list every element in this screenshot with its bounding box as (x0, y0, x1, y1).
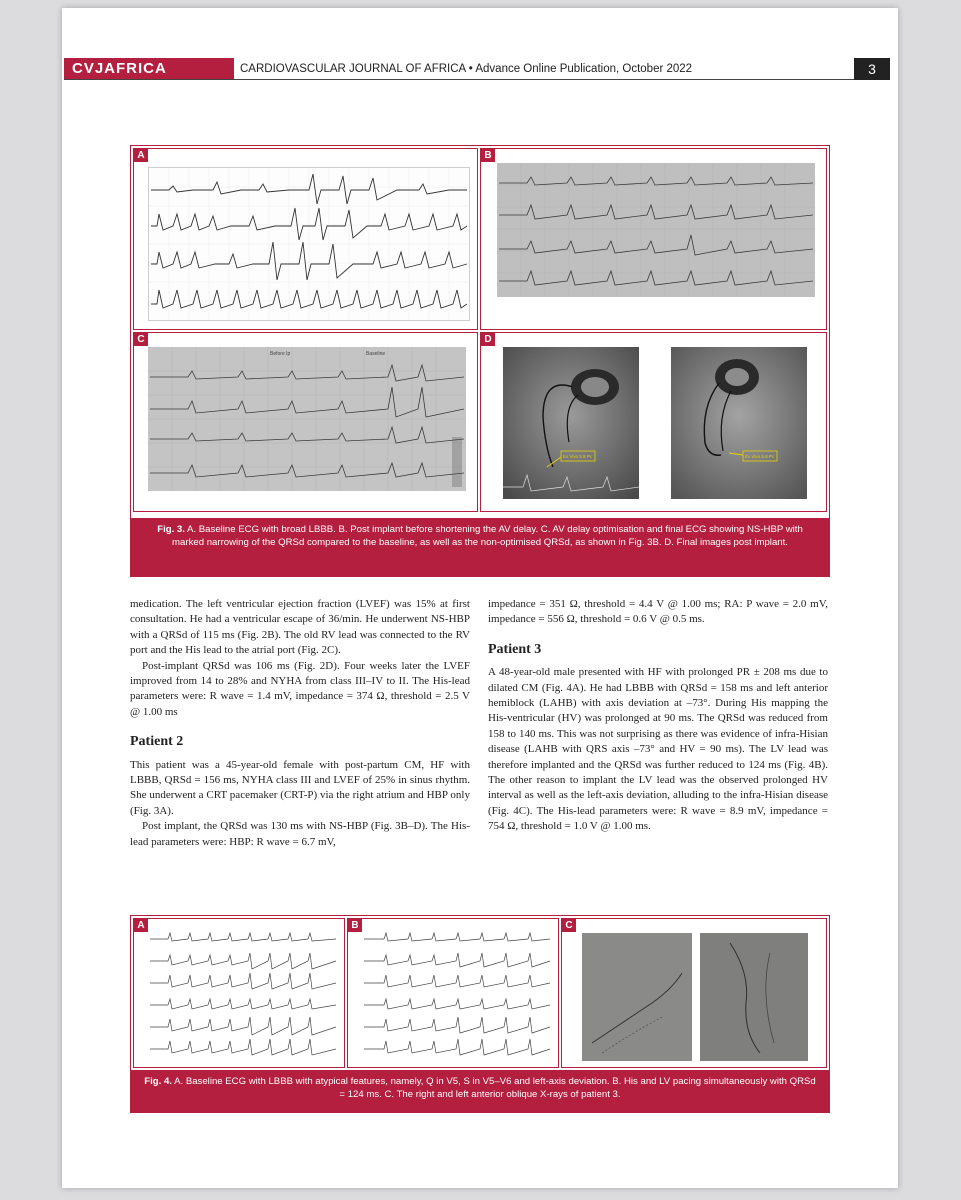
fig4-caption (131, 1070, 829, 1112)
fig4-caption-text: A. Baseline ECG with LBBB with atypical features, namely, Q in V5, S in V5–V6 and left-axis deviation. B. His and LV pacing simultaneously with QRSd = 124 ms. C. The right and left anterior oblique X-rays of patient 3. (171, 1076, 816, 1100)
fig3-panel-a (133, 148, 478, 330)
left-para-1: medication. The left ventricular ejection fraction (LVEF) was 15% at first consultation. He had a ventricular escape of 36/min. He underwent NS-HBP with a QRSd of 115 ms (Fig. 2B). The old RV lead was connected to the RV port and the His lead to the atrial port (Fig. 2C). (130, 598, 470, 657)
fig3-panel-c (133, 332, 478, 512)
fig4c-xray-lao (700, 933, 808, 1061)
fig4-label-b: B (348, 919, 362, 932)
fig3a-ecg (148, 167, 470, 321)
fig4-label-c: C (562, 919, 576, 932)
body-right-column (488, 597, 828, 835)
fig3d-xray-right (671, 347, 807, 499)
fig3-label-d: D (481, 333, 495, 346)
left-para-4: Post implant, the QRSd was 130 ms with NS-HBP (Fig. 3B–D). The His-lead parameters were: HBP: R wave = 6.7 mV, (130, 820, 470, 848)
fig3d-tag-left: Ex Vivo 5.8 Pc (563, 454, 593, 459)
fig3-caption-text: A. Baseline ECG with broad LBBB. B. Post implant before shortening the AV delay. C. AV delay optimisation and final ECG showing NS-HBP with marked narrowing of the QRSd compared to the baseline, as well as the non-optimised QRSd, as shown in Fig. 3B. D. Final images post implant. (172, 524, 803, 548)
header-rule (64, 79, 854, 80)
fig3-label-b: B (481, 149, 495, 162)
fig3-caption-label: Fig. 3. (157, 524, 185, 535)
fig3-label-a: A (134, 149, 148, 162)
fig3d-xray-left (503, 347, 639, 499)
fig4-panel-b (347, 918, 559, 1068)
fig4-panel-c (561, 918, 827, 1068)
body-left-column (130, 597, 470, 850)
figure-3 (130, 145, 830, 577)
fig3c-label-before: Before Ip (270, 351, 291, 357)
fig4c-xray-rao (582, 933, 692, 1061)
fig3b-ecg (497, 163, 815, 297)
fig4b-ecg (362, 929, 552, 1063)
fig4-panel-a (133, 918, 345, 1068)
journal-line: CARDIOVASCULAR JOURNAL OF AFRICA • Advance Online Publication, October 2022 (240, 63, 693, 75)
fig3-panel-d (480, 332, 827, 512)
fig3-caption (131, 518, 829, 576)
fig3d-tag-right: Ex Vivo 5.8 Pc (745, 454, 775, 459)
running-header (64, 58, 890, 80)
fig3c-ecg (148, 347, 466, 491)
heading-patient-2: Patient 2 (130, 734, 184, 750)
right-para-2: A 48-year-old male presented with HF with prolonged PR ± 208 ms due to dilated CM (Fig. 4A). He had LBBB with QRSd = 158 ms and left anterior hemiblock (LAHB) with axis deviation at –73°. During His mapping the His-ventricular (HV) was prolonged at 90 ms. The QRSd was reduced from 158 to 140 ms. This was not surprising as there was evidence of infra-Hisian disease (LAHB with QRS axis –73° and HV = 90 ms). The LV lead was therefore implanted and the QRSd was further reduced to 124 ms (Fig. 4B). The other reason to implant the LV lead was the observed prolonged HV interval as well as the left-axis deviation, alluding to the infra-Hisian disease (Fig. 4C). The His-lead parameters were: R wave = 8.9 mV, impedance = 754 Ω, threshold = 1.0 V @ 1.00 ms. (488, 666, 828, 833)
journal-page (62, 8, 898, 1188)
figure-4 (130, 915, 830, 1113)
fig4a-ecg (148, 929, 338, 1063)
left-para-3: This patient was a 45-year-old female with post-partum CM, HF with LBBB, QRSd = 156 ms, NYHA class III and LVEF of 25% in sinus rhythm. She underwent a CRT pacemaker (CRT-P) via the right atrium and HBP only (Fig. 3A). (130, 758, 470, 817)
left-para-2: Post-implant QRSd was 106 ms (Fig. 2D). Four weeks later the LVEF improved from 14 to 28% and NYHA from class III–IV to II. The His-lead parameters were: R wave = 1.4 mV, impedance = 374 Ω, threshold = 2.5 V @ 1.00 ms (130, 659, 470, 718)
journal-logo: CVJAFRICA (64, 58, 234, 80)
fig4-label-a: A (134, 919, 148, 932)
fig4-caption-label: Fig. 4. (144, 1076, 172, 1087)
heading-patient-3: Patient 3 (488, 641, 542, 657)
page-number: 3 (854, 58, 890, 80)
fig3c-label-baseline: Baseline (366, 351, 386, 357)
fig3-label-c: C (134, 333, 148, 346)
fig3-panel-b (480, 148, 827, 330)
right-para-1: impedance = 351 Ω, threshold = 4.4 V @ 1.00 ms; RA: P wave = 2.0 mV, impedance = 556 Ω, threshold = 0.6 V @ 0.5 ms. (488, 598, 828, 626)
